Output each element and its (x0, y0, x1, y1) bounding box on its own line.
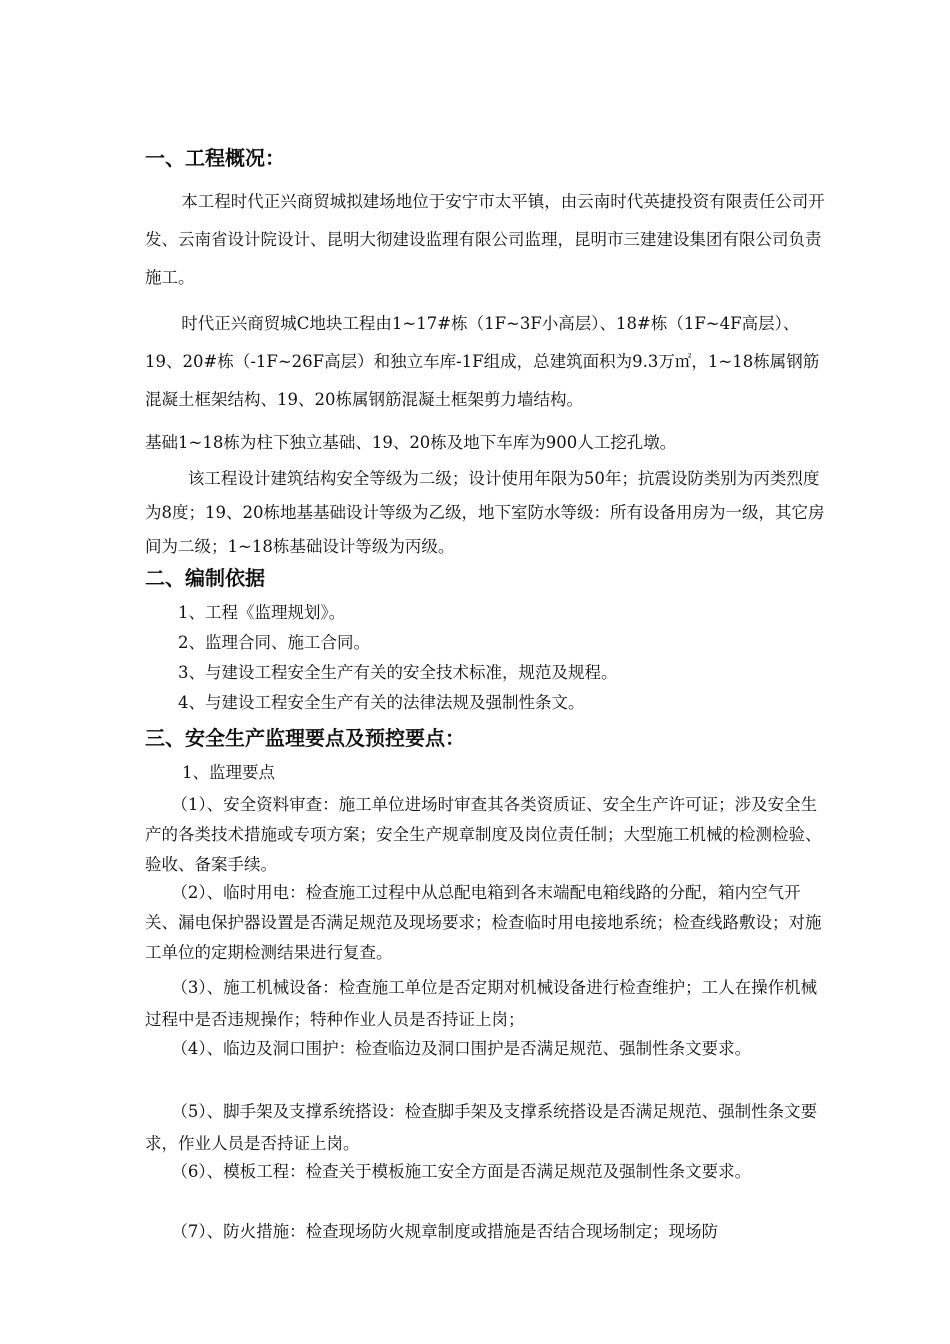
key-point-item-3: （3）、施工机械设备：检查施工单位是否定期对机械设备进行检查维护；工人在操作机械过程中是否违规操作；特种作业人员是否持证上岗； (145, 978, 818, 1029)
overview-paragraph-1: 本工程时代正兴商贸城拟建场地位于安宁市太平镇，由云南时代英捷投资有限责任公司开发、云南省设计院设计、昆明大彻建设监理有限公司监理，昆明市三建建设集团有限公司负责施工。 (145, 192, 825, 287)
section-heading-basis: 二、编制依据 (145, 566, 265, 590)
section-heading-key-points: 三、安全生产监理要点及预控要点： (145, 726, 465, 750)
overview-paragraph-4: 该工程设计建筑结构安全等级为二级；设计使用年限为50年；抗震设防类别为丙类烈度为8度；19、20栋地基基础设计等级为乙级，地下室防水等级：所有设备用房为一级，其它房间为二级；1~18栋基础设计等级为丙级。 (145, 469, 825, 556)
key-point-item-6: （6）、模板工程：检查关于模板施工安全方面是否满足规范及强制性条文要求。 (171, 1162, 752, 1181)
basis-item-2: 2、监理合同、施工合同。 (178, 633, 370, 652)
key-point-item-5: （5）、脚手架及支撑系统搭设：检查脚手架及支撑系统搭设是否满足规范、强制性条文要求，作业人员是否持证上岗。 (145, 1102, 818, 1153)
basis-item-3: 3、与建设工程安全生产有关的安全技术标准，规范及规程。 (178, 663, 618, 682)
section-heading-overview: 一、工程概况： (145, 146, 285, 170)
key-point-item-7: （7）、防火措施：检查现场防火规章制度或措施是否结合现场制定；现场防 (171, 1222, 719, 1241)
basis-item-4: 4、与建设工程安全生产有关的法律法规及强制性条文。 (178, 693, 585, 712)
overview-paragraph-3: 基础1~18栋为柱下独立基础、19、20栋及地下车库为900人工挖孔墩。 (145, 433, 677, 452)
basis-item-1: 1、工程《监理规划》。 (178, 603, 346, 622)
key-point-item-1: （1）、安全资料审查：施工单位进场时审查其各类资质证、安全生产许可证；涉及安全生产的各类技术措施或专项方案；安全生产规章制度及岗位责任制；大型施工机械的检测检验、验收、备案手续。 (145, 795, 822, 874)
key-point-item-4: （4）、临边及洞口围护：检查临边及洞口围护是否满足规范、强制性条文要求。 (171, 1039, 752, 1058)
key-points-subheading: 1、监理要点 (182, 763, 275, 782)
key-point-item-2: （2）、临时用电：检查施工过程中从总配电箱到各末端配电箱线路的分配，箱内空气开关、漏电保护器设置是否满足规范及现场要求；检查临时用电接地系统；检查线路敷设；对施工单位的定期检测结果进行复查。 (145, 883, 822, 962)
overview-paragraph-2: 时代正兴商贸城C地块工程由1~17#栋（1F~3F小高层）、18#栋（1F~4F高层）、19、20#栋（-1F~26F高层）和独立车库-1F组成，总建筑面积为9.3万㎡，1~18栋属钢筋混凝土框架结构、19、20栋属钢筋混凝土框架剪力墙结构。 (145, 314, 820, 409)
